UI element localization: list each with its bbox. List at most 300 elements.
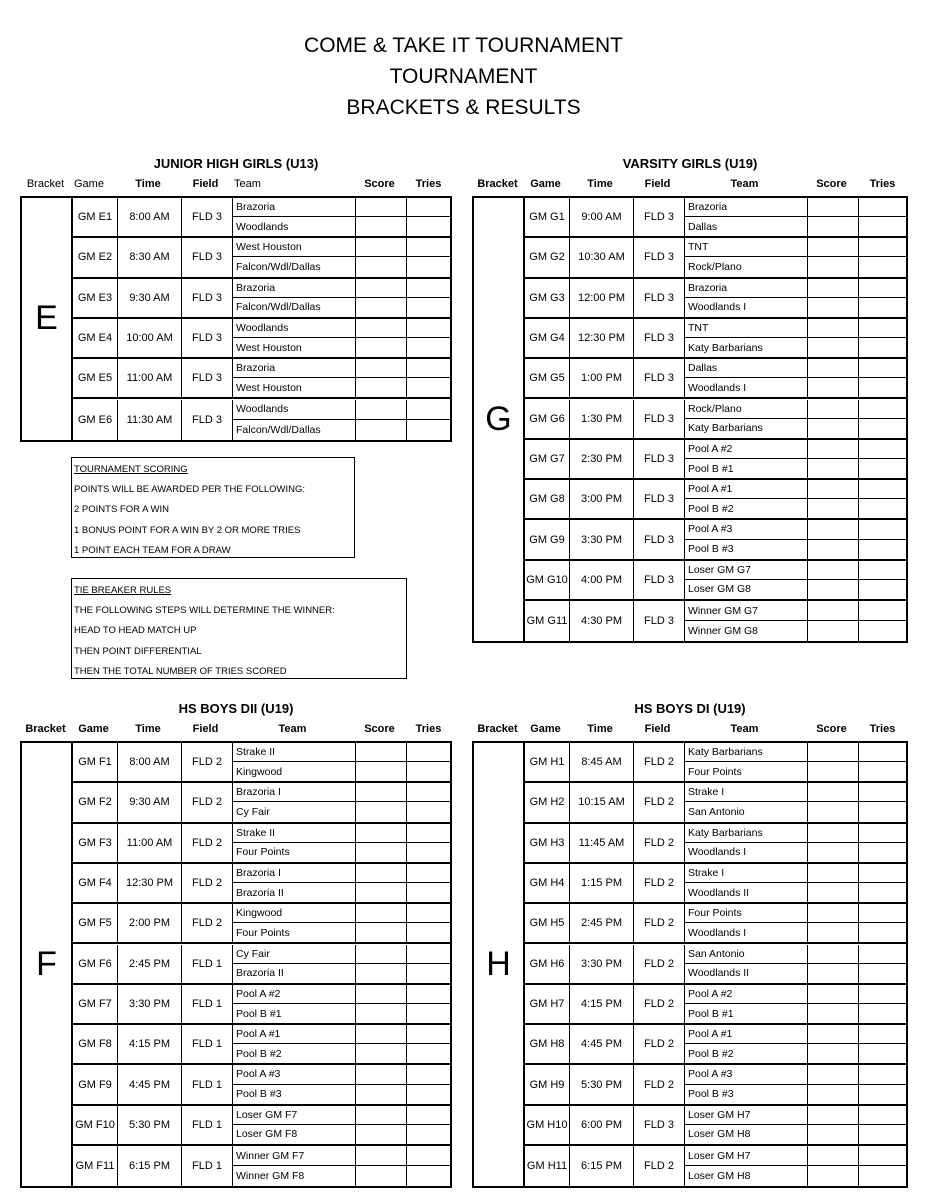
score-entry[interactable]: [356, 762, 407, 781]
game-row: [73, 1025, 450, 1065]
game-time: 11:00 AM: [118, 359, 182, 397]
tries-entry[interactable]: [859, 540, 906, 559]
team-name: Pool A #2: [685, 985, 808, 1004]
score-entry[interactable]: [808, 400, 859, 419]
tiebreaker-line: THE FOLLOWING STEPS WILL DETERMINE THE WINNER:: [74, 605, 335, 617]
tries-entry[interactable]: [407, 824, 450, 843]
tries-entry[interactable]: [859, 883, 906, 902]
game-id: GM G6: [525, 400, 570, 438]
game-field: FLD 2: [634, 743, 685, 781]
game-row: [525, 1106, 906, 1146]
game-time: 8:00 AM: [118, 198, 182, 236]
tries-entry[interactable]: [859, 580, 906, 599]
bracket-table: [20, 196, 452, 442]
score-entry[interactable]: [356, 1125, 407, 1144]
game-row: [73, 400, 450, 440]
tries-entry[interactable]: [407, 864, 450, 883]
tries-entry[interactable]: [859, 1065, 906, 1084]
tries-entry[interactable]: [859, 762, 906, 781]
tiebreaker-title: TIE BREAKER RULES: [74, 585, 172, 596]
tries-entry[interactable]: [859, 400, 906, 419]
header-field: Field: [192, 178, 219, 190]
game-time: 10:00 AM: [118, 319, 182, 357]
tries-entry[interactable]: [859, 440, 906, 459]
score-entry[interactable]: [808, 601, 859, 621]
game-field: FLD 2: [634, 824, 685, 862]
game-field: FLD 2: [182, 783, 233, 821]
tries-entry[interactable]: [859, 217, 906, 236]
score-entry[interactable]: [808, 802, 859, 821]
team-name: Pool B #2: [685, 1044, 808, 1063]
score-entry[interactable]: [356, 964, 407, 983]
team-name: Pool A #3: [685, 520, 808, 539]
game-time: 4:45 PM: [118, 1065, 182, 1103]
team-name: Woodlands: [233, 319, 356, 338]
team-name: Brazoria II: [233, 964, 356, 983]
game-id: GM F9: [73, 1065, 118, 1103]
score-entry[interactable]: [356, 217, 407, 236]
score-entry[interactable]: [808, 945, 859, 964]
tries-entry[interactable]: [407, 338, 450, 357]
tries-entry[interactable]: [407, 400, 450, 420]
team-name: Brazoria I: [233, 864, 356, 883]
tries-entry[interactable]: [407, 1025, 450, 1044]
tries-entry[interactable]: [407, 1044, 450, 1063]
game-time: 3:30 PM: [118, 985, 182, 1023]
score-entry[interactable]: [808, 843, 859, 862]
tries-entry[interactable]: [407, 1004, 450, 1023]
score-entry[interactable]: [356, 378, 407, 397]
tries-entry[interactable]: [859, 338, 906, 357]
score-entry[interactable]: [356, 257, 407, 276]
game-field: FLD 2: [634, 864, 685, 902]
tries-entry[interactable]: [859, 1166, 906, 1186]
score-entry[interactable]: [808, 480, 859, 499]
game-field: FLD 2: [634, 945, 685, 983]
score-entry[interactable]: [356, 359, 407, 378]
team-name: West Houston: [233, 378, 356, 397]
score-entry[interactable]: [356, 1166, 407, 1186]
team-name: TNT: [685, 238, 808, 257]
tries-entry[interactable]: [859, 480, 906, 499]
tries-entry[interactable]: [407, 1146, 450, 1166]
team-name: Woodlands II: [685, 883, 808, 902]
game-id: GM H7: [525, 985, 570, 1023]
tries-entry[interactable]: [407, 319, 450, 338]
score-entry[interactable]: [808, 824, 859, 843]
game-id: GM G7: [525, 440, 570, 478]
tries-entry[interactable]: [407, 217, 450, 236]
game-time: 6:15 PM: [570, 1146, 634, 1186]
column-headers: [20, 723, 452, 739]
tries-entry[interactable]: [859, 319, 906, 338]
game-row: [73, 783, 450, 823]
score-entry[interactable]: [808, 338, 859, 357]
game-time: 6:00 PM: [570, 1106, 634, 1144]
score-entry[interactable]: [808, 923, 859, 942]
score-entry[interactable]: [356, 400, 407, 420]
game-field: FLD 3: [634, 561, 685, 599]
team-name: Kingwood: [233, 762, 356, 781]
tries-entry[interactable]: [859, 378, 906, 397]
tries-entry[interactable]: [407, 1065, 450, 1084]
tries-entry[interactable]: [859, 198, 906, 217]
score-entry[interactable]: [808, 540, 859, 559]
tries-entry[interactable]: [407, 985, 450, 1004]
tries-entry[interactable]: [859, 964, 906, 983]
tries-entry[interactable]: [859, 621, 906, 641]
tries-entry[interactable]: [859, 923, 906, 942]
score-entry[interactable]: [356, 864, 407, 883]
tries-entry[interactable]: [859, 1044, 906, 1063]
column-headers: [20, 178, 452, 194]
score-entry[interactable]: [356, 904, 407, 923]
score-entry[interactable]: [808, 319, 859, 338]
team-name: TNT: [685, 319, 808, 338]
tries-entry[interactable]: [407, 883, 450, 902]
score-entry[interactable]: [808, 621, 859, 641]
team-name: Loser GM F8: [233, 1125, 356, 1144]
team-name: Cy Fair: [233, 945, 356, 964]
game-time: 12:30 PM: [570, 319, 634, 357]
score-entry[interactable]: [808, 298, 859, 317]
team-name: Pool A #1: [685, 480, 808, 499]
score-entry[interactable]: [808, 1085, 859, 1104]
game-field: FLD 3: [182, 279, 233, 317]
game-time: 4:30 PM: [570, 601, 634, 641]
game-rows: [73, 743, 450, 1186]
tries-entry[interactable]: [859, 1106, 906, 1125]
team-name: San Antonio: [685, 802, 808, 821]
game-id: GM E2: [73, 238, 118, 276]
game-time: 5:30 PM: [570, 1065, 634, 1103]
team-name: Loser GM H8: [685, 1125, 808, 1144]
tries-entry[interactable]: [407, 378, 450, 397]
score-entry[interactable]: [808, 1146, 859, 1166]
score-entry[interactable]: [356, 279, 407, 298]
team-name: West Houston: [233, 338, 356, 357]
score-entry[interactable]: [808, 964, 859, 983]
game-row: [525, 440, 906, 480]
score-entry[interactable]: [356, 198, 407, 217]
tries-entry[interactable]: [407, 762, 450, 781]
game-row: [73, 319, 450, 359]
score-entry[interactable]: [808, 459, 859, 478]
score-entry[interactable]: [808, 561, 859, 580]
team-name: Pool A #2: [233, 985, 356, 1004]
section-title: HS BOYS DII (U19): [178, 701, 294, 716]
tries-entry[interactable]: [859, 257, 906, 276]
game-field: FLD 2: [634, 1025, 685, 1063]
game-row: [525, 279, 906, 319]
game-id: GM F11: [73, 1146, 118, 1186]
team-name: Woodlands I: [685, 843, 808, 862]
game-row: [525, 864, 906, 904]
team-name: Strake II: [233, 824, 356, 843]
tries-entry[interactable]: [859, 743, 906, 762]
header-score: Score: [816, 178, 847, 190]
game-row: [525, 520, 906, 560]
score-entry[interactable]: [808, 1044, 859, 1063]
score-entry[interactable]: [356, 985, 407, 1004]
header-score: Score: [816, 723, 847, 735]
column-headers: [472, 178, 908, 194]
header-score: Score: [364, 723, 395, 735]
title-line-1: COME & TAKE IT TOURNAMENT: [304, 34, 623, 57]
score-entry[interactable]: [356, 238, 407, 257]
game-row: [525, 1025, 906, 1065]
score-entry[interactable]: [808, 279, 859, 298]
team-name: Pool B #3: [685, 1085, 808, 1104]
game-time: 1:30 PM: [570, 400, 634, 438]
tries-entry[interactable]: [859, 843, 906, 862]
header-tries: Tries: [869, 178, 896, 190]
tries-entry[interactable]: [859, 1025, 906, 1044]
score-entry[interactable]: [808, 217, 859, 236]
bracket-table: [20, 741, 452, 1188]
tries-entry[interactable]: [859, 238, 906, 257]
tries-entry[interactable]: [407, 1085, 450, 1104]
tries-entry[interactable]: [859, 985, 906, 1004]
tries-entry[interactable]: [407, 743, 450, 762]
tries-entry[interactable]: [859, 359, 906, 378]
tries-entry[interactable]: [859, 783, 906, 802]
game-time: 2:00 PM: [118, 904, 182, 942]
column-headers: [472, 723, 908, 739]
section-title: VARSITY GIRLS (U19): [622, 156, 758, 171]
tries-entry[interactable]: [407, 843, 450, 862]
game-row: [525, 480, 906, 520]
scoring-line: POINTS WILL BE AWARDED PER THE FOLLOWING:: [74, 484, 306, 496]
score-entry[interactable]: [356, 1044, 407, 1063]
tries-entry[interactable]: [859, 945, 906, 964]
team-name: Woodlands: [233, 217, 356, 236]
score-entry[interactable]: [808, 257, 859, 276]
tournament-scoring-box: [71, 457, 355, 558]
game-time: 5:30 PM: [118, 1106, 182, 1144]
score-entry[interactable]: [808, 198, 859, 217]
header-tries: Tries: [415, 178, 442, 190]
game-time: 1:00 PM: [570, 359, 634, 397]
tries-entry[interactable]: [859, 904, 906, 923]
game-row: [525, 945, 906, 985]
score-entry[interactable]: [808, 985, 859, 1004]
score-entry[interactable]: [356, 802, 407, 821]
score-entry[interactable]: [808, 1125, 859, 1144]
game-id: GM E5: [73, 359, 118, 397]
page-title: [0, 30, 927, 123]
game-row: [73, 904, 450, 944]
tries-entry[interactable]: [407, 904, 450, 923]
game-time: 10:30 AM: [570, 238, 634, 276]
score-entry[interactable]: [356, 1085, 407, 1104]
tries-entry[interactable]: [407, 359, 450, 378]
game-time: 9:30 AM: [118, 783, 182, 821]
score-entry[interactable]: [356, 1106, 407, 1125]
score-entry[interactable]: [808, 499, 859, 518]
game-id: GM E3: [73, 279, 118, 317]
score-entry[interactable]: [808, 783, 859, 802]
tries-entry[interactable]: [407, 964, 450, 983]
tries-entry[interactable]: [859, 1004, 906, 1023]
tries-entry[interactable]: [407, 298, 450, 317]
team-name: Winner GM F8: [233, 1166, 356, 1186]
score-entry[interactable]: [808, 1025, 859, 1044]
tries-entry[interactable]: [859, 601, 906, 621]
score-entry[interactable]: [356, 783, 407, 802]
header-score: Score: [364, 178, 395, 190]
score-entry[interactable]: [808, 440, 859, 459]
game-time: 6:15 PM: [118, 1146, 182, 1186]
game-field: FLD 3: [634, 440, 685, 478]
team-name: Four Points: [233, 843, 356, 862]
header-bracket: Bracket: [26, 178, 65, 190]
game-row: [525, 1146, 906, 1186]
score-entry[interactable]: [808, 359, 859, 378]
score-entry[interactable]: [356, 1004, 407, 1023]
score-entry[interactable]: [356, 1065, 407, 1084]
game-time: 4:45 PM: [570, 1025, 634, 1063]
game-time: 11:00 AM: [118, 824, 182, 862]
tries-entry[interactable]: [407, 1125, 450, 1144]
tries-entry[interactable]: [407, 1106, 450, 1125]
score-entry[interactable]: [808, 743, 859, 762]
game-id: GM F1: [73, 743, 118, 781]
game-field: FLD 3: [182, 359, 233, 397]
tries-entry[interactable]: [859, 1125, 906, 1144]
header-bracket: Bracket: [477, 723, 518, 735]
tries-entry[interactable]: [859, 864, 906, 883]
game-row: [73, 985, 450, 1025]
game-id: GM H9: [525, 1065, 570, 1103]
header-time: Time: [587, 178, 613, 190]
team-name: Four Points: [685, 904, 808, 923]
score-entry[interactable]: [808, 904, 859, 923]
score-entry[interactable]: [808, 762, 859, 781]
team-name: West Houston: [233, 238, 356, 257]
score-entry[interactable]: [356, 319, 407, 338]
team-name: Winner GM G8: [685, 621, 808, 641]
score-entry[interactable]: [356, 298, 407, 317]
tries-entry[interactable]: [859, 1085, 906, 1104]
game-row: [73, 1065, 450, 1105]
tries-entry[interactable]: [407, 257, 450, 276]
team-name: Pool B #1: [685, 459, 808, 478]
bracket-letter: G: [474, 198, 525, 641]
tries-entry[interactable]: [407, 783, 450, 802]
tries-entry[interactable]: [859, 499, 906, 518]
score-entry[interactable]: [808, 580, 859, 599]
game-id: GM G4: [525, 319, 570, 357]
score-entry[interactable]: [356, 824, 407, 843]
game-field: FLD 1: [182, 985, 233, 1023]
team-name: Katy Barbarians: [685, 743, 808, 762]
score-entry[interactable]: [808, 419, 859, 438]
score-entry[interactable]: [356, 883, 407, 902]
score-entry[interactable]: [356, 420, 407, 440]
game-id: GM E4: [73, 319, 118, 357]
score-entry[interactable]: [356, 338, 407, 357]
score-entry[interactable]: [356, 923, 407, 942]
score-entry[interactable]: [808, 1166, 859, 1186]
team-name: Katy Barbarians: [685, 419, 808, 438]
header-time: Time: [135, 723, 161, 735]
score-entry[interactable]: [808, 1106, 859, 1125]
tries-entry[interactable]: [859, 298, 906, 317]
bracket-letter: E: [22, 198, 73, 440]
tries-entry[interactable]: [859, 824, 906, 843]
team-name: Falcon/Wdl/Dallas: [233, 257, 356, 276]
game-id: GM F3: [73, 824, 118, 862]
score-entry[interactable]: [808, 1065, 859, 1084]
score-entry[interactable]: [808, 1004, 859, 1023]
score-entry[interactable]: [808, 864, 859, 883]
tries-entry[interactable]: [407, 945, 450, 964]
header-team: Team: [278, 723, 307, 735]
team-name: Pool A #2: [685, 440, 808, 459]
tries-entry[interactable]: [407, 198, 450, 217]
tries-entry[interactable]: [859, 419, 906, 438]
score-entry[interactable]: [356, 743, 407, 762]
game-row: [73, 1106, 450, 1146]
team-name: Loser GM F7: [233, 1106, 356, 1125]
score-entry[interactable]: [356, 1025, 407, 1044]
score-entry[interactable]: [356, 945, 407, 964]
score-entry[interactable]: [356, 1146, 407, 1166]
tries-entry[interactable]: [859, 520, 906, 539]
tries-entry[interactable]: [407, 802, 450, 821]
tries-entry[interactable]: [407, 420, 450, 440]
game-field: FLD 1: [182, 1025, 233, 1063]
tries-entry[interactable]: [859, 561, 906, 580]
tries-entry[interactable]: [859, 459, 906, 478]
game-time: 10:15 AM: [570, 783, 634, 821]
game-id: GM H2: [525, 783, 570, 821]
game-time: 3:30 PM: [570, 520, 634, 558]
team-name: Woodlands: [233, 400, 356, 420]
game-field: FLD 2: [182, 904, 233, 942]
game-field: FLD 2: [634, 1146, 685, 1186]
game-field: FLD 3: [634, 480, 685, 518]
game-time: 8:00 AM: [118, 743, 182, 781]
tries-entry[interactable]: [407, 238, 450, 257]
game-row: [525, 904, 906, 944]
tries-entry[interactable]: [859, 802, 906, 821]
game-time: 4:00 PM: [570, 561, 634, 599]
score-entry[interactable]: [808, 883, 859, 902]
score-entry[interactable]: [808, 520, 859, 539]
tries-entry[interactable]: [407, 279, 450, 298]
team-name: Kingwood: [233, 904, 356, 923]
team-name: Four Points: [233, 923, 356, 942]
tries-entry[interactable]: [859, 1146, 906, 1166]
header-bracket: Bracket: [477, 178, 518, 190]
tries-entry[interactable]: [407, 923, 450, 942]
game-row: [73, 864, 450, 904]
game-id: GM F7: [73, 985, 118, 1023]
bracket-table: [472, 741, 908, 1188]
tries-entry[interactable]: [407, 1166, 450, 1186]
score-entry[interactable]: [808, 378, 859, 397]
team-name: Pool B #3: [685, 540, 808, 559]
game-row: [73, 359, 450, 399]
tries-entry[interactable]: [859, 279, 906, 298]
team-name: Brazoria: [233, 279, 356, 298]
score-entry[interactable]: [356, 843, 407, 862]
team-name: Loser GM H8: [685, 1166, 808, 1186]
score-entry[interactable]: [808, 238, 859, 257]
header-tries: Tries: [869, 723, 896, 735]
